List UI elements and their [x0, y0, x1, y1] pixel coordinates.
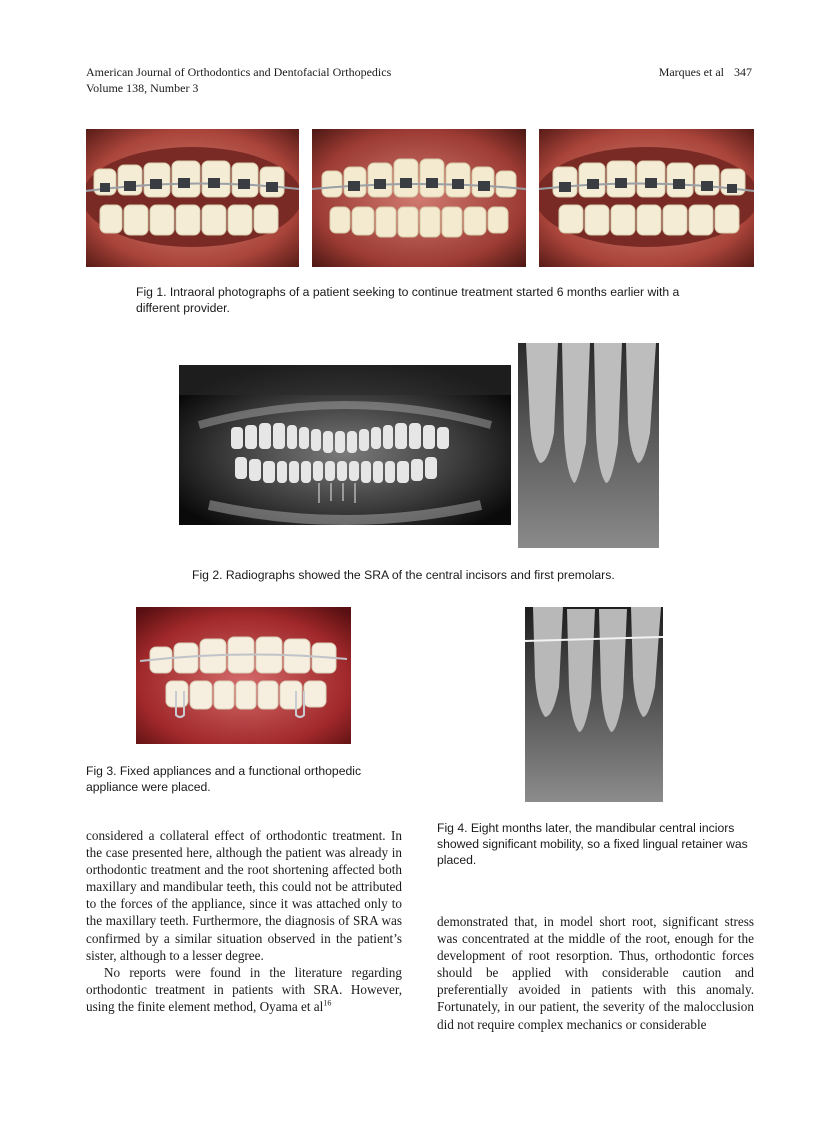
body-right-column — [437, 913, 754, 1033]
body-paragraph: considered a collateral effect of orthodontic treatment. In the case presented here, although the patient was already in orthodontic treatment and the root shortening affected both maxillary and mandibular teeth, this could not be attributed to the forces of the appliance, since it was attached only to the maxillary teeth. Furthermore, the diagnosis of SRA was confirmed by a similar situation observed in the patient’s sister, although to a lesser degree. — [86, 828, 402, 963]
body-paragraph-2 — [86, 964, 402, 1015]
citation-ref: 16 — [323, 998, 332, 1008]
fig2-caption: Fig 2. Radiographs showed the SRA of the central incisors and first premolars. — [192, 568, 615, 582]
running-header-journal — [86, 64, 391, 96]
author-running-head: Marques et al — [658, 65, 724, 79]
page-number: 347 — [734, 65, 752, 79]
fig1-caption: Fig 1. Intraoral photographs of a patient seeking to continue treatment started 6 months earlier with a different provider. — [136, 285, 680, 315]
fig2-panoramic-radiograph — [179, 365, 511, 525]
fig1-photo-left-lateral — [539, 129, 754, 267]
fig2-periapical-radiograph — [518, 343, 659, 548]
fig3-caption: Fig 3. Fixed appliances and a functional orthopedic appliance were placed. — [86, 764, 362, 794]
fig4-caption: Fig 4. Eight months later, the mandibular central inciors showed significant mobility, so a fixed lingual retainer was placed. — [437, 821, 748, 867]
fig1-photo-frontal — [312, 129, 526, 267]
body-paragraph-text: No reports were found in the literature regarding orthodontic treatment in patients with SRA. However, using the finite element method, Oyama et al — [86, 964, 402, 1014]
fig1-photo-right-lateral — [86, 129, 299, 267]
fig3-photo-appliance — [136, 607, 351, 744]
running-header-page — [659, 64, 752, 80]
journal-title: American Journal of Orthodontics and Dentofacial Orthopedics — [86, 65, 392, 79]
body-left-column — [86, 827, 402, 1015]
body-paragraph: demonstrated that, in model short root, significant stress was concentrated at the middle of the root, enough for the development of root resorption. Thus, orthodontic forces should be applied with considerable caution and preferentially avoided in patients with this anomaly. Fortunately, in our patient, the severity of the malocclusion did not require complex mechanics or considerable — [437, 914, 754, 1032]
fig4-periapical-radiograph — [525, 607, 663, 802]
journal-volume: Volume 138, Number 3 — [86, 81, 199, 95]
